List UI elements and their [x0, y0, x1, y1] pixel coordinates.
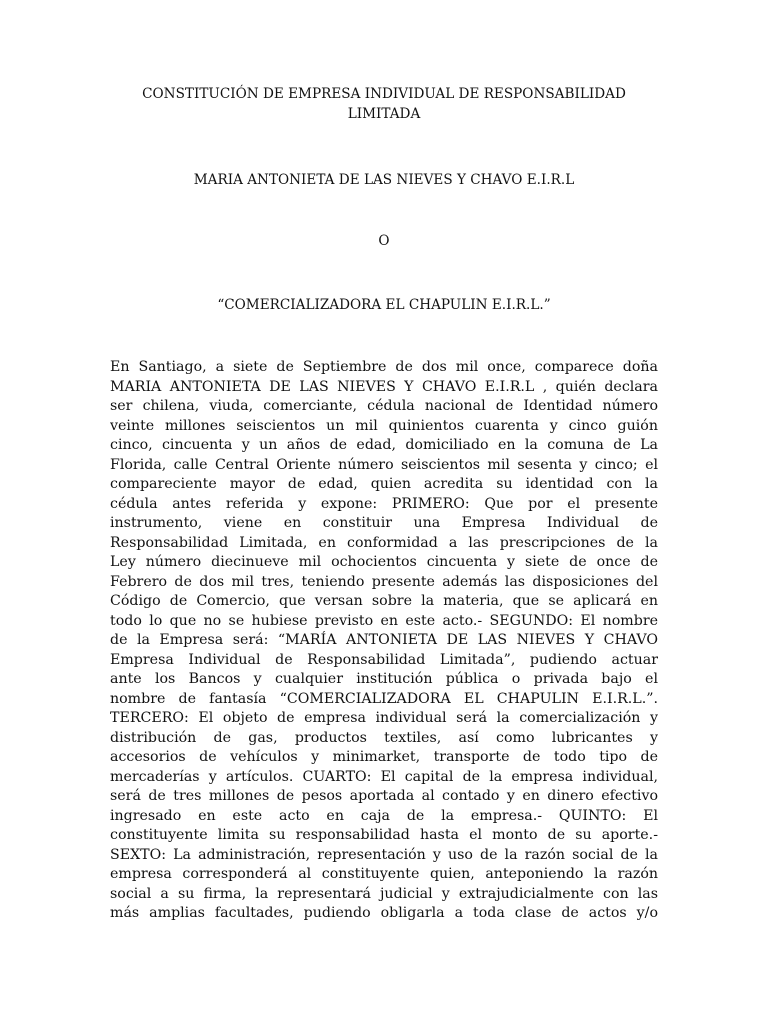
- body-line: ante los Bancos y cualquier institución pública o privada bajo el: [110, 671, 658, 687]
- body-line: cédula antes referida y expone: PRIMERO: Que por el presente: [110, 495, 658, 512]
- body-line: Ley número diecinueve mil ochocientos cincuenta y siete de once de: [110, 554, 658, 570]
- body-line: Responsabilidad Limitada, en conformidad a las prescripciones de la: [110, 534, 658, 551]
- fantasy-name: “COMERCIALIZADORA EL CHAPULIN E.I.R.L.”: [217, 297, 551, 313]
- body-line: instrumento, viene en constituir una Empresa Individual de: [110, 515, 658, 531]
- body-line: ingresado en este acto en caja de la empresa.- QUINTO: El: [110, 807, 658, 824]
- body-line: nombre de fantasía “COMERCIALIZADORA EL CHAPULIN E.I.R.L.”.: [110, 690, 658, 707]
- body-line: más amplias facultades, pudiendo obligarla a toda clase de actos y/o: [110, 905, 658, 921]
- company-name: MARIA ANTONIETA DE LAS NIEVES Y CHAVO E.I.R.L: [193, 172, 575, 188]
- body-line: TERCERO: El objeto de empresa individual será la comercialización y: [110, 710, 658, 726]
- body-line: será de tres millones de pesos aportada al contado y en dinero efectivo: [110, 788, 658, 804]
- body-line: Empresa Individual de Responsabilidad Limitada”, pudiendo actuar: [110, 651, 658, 668]
- body-line: distribución de gas, productos textiles, así como lubricantes y: [110, 729, 658, 746]
- body-line: mercaderías y artículos. CUARTO: El capital de la empresa individual,: [110, 768, 658, 785]
- body-line: social a su firma, la representará judicial y extrajudicialmente con las: [110, 885, 658, 902]
- body-line: constituyente limita su responsabilidad hasta el monto de su aporte.-: [110, 827, 658, 843]
- body-line: accesorios de vehículos y minimarket, transporte de todo tipo de: [110, 749, 658, 765]
- body-line: compareciente mayor de edad, quien acredita su identidad con la: [110, 476, 658, 492]
- body-line: empresa corresponderá al constituyente quien, anteponiendo la razón: [110, 866, 658, 882]
- document-title: CONSTITUCIÓN DE EMPRESA INDIVIDUAL DE RESPONSABILIDAD LIMITADA: [142, 86, 626, 122]
- body-line: Florida, calle Central Oriente número seiscientos mil sesenta y cinco; el: [110, 456, 658, 473]
- name-connector: O: [378, 233, 390, 249]
- body-line: veinte millones seiscientos un mil quinientos cuarenta y cinco guión: [110, 417, 658, 434]
- body-line: SEXTO: La administración, representación y uso de la razón social de la: [110, 846, 658, 863]
- body-line: MARIA ANTONIETA DE LAS NIEVES Y CHAVO E.I.R.L , quién declara: [110, 378, 658, 395]
- body-line: Febrero de dos mil tres, teniendo presente además las disposiciones del: [110, 573, 658, 590]
- body-line: todo lo que no se hubiese previsto en este acto.- SEGUNDO: El nombre: [110, 612, 658, 629]
- body-line: de la Empresa será: “MARÍA ANTONIETA DE LAS NIEVES Y CHAVO: [110, 632, 658, 648]
- body-paragraph: [110, 358, 658, 924]
- body-line: ser chilena, viuda, comerciante, cédula nacional de Identidad número: [110, 398, 658, 414]
- body-line: En Santiago, a siete de Septiembre de dos mil once, comparece doña: [110, 359, 658, 375]
- body-line: Código de Comercio, que versan sobre la materia, que se aplicará en: [110, 593, 658, 609]
- body-line: cinco, cincuenta y un años de edad, domiciliado en la comuna de La: [110, 437, 658, 453]
